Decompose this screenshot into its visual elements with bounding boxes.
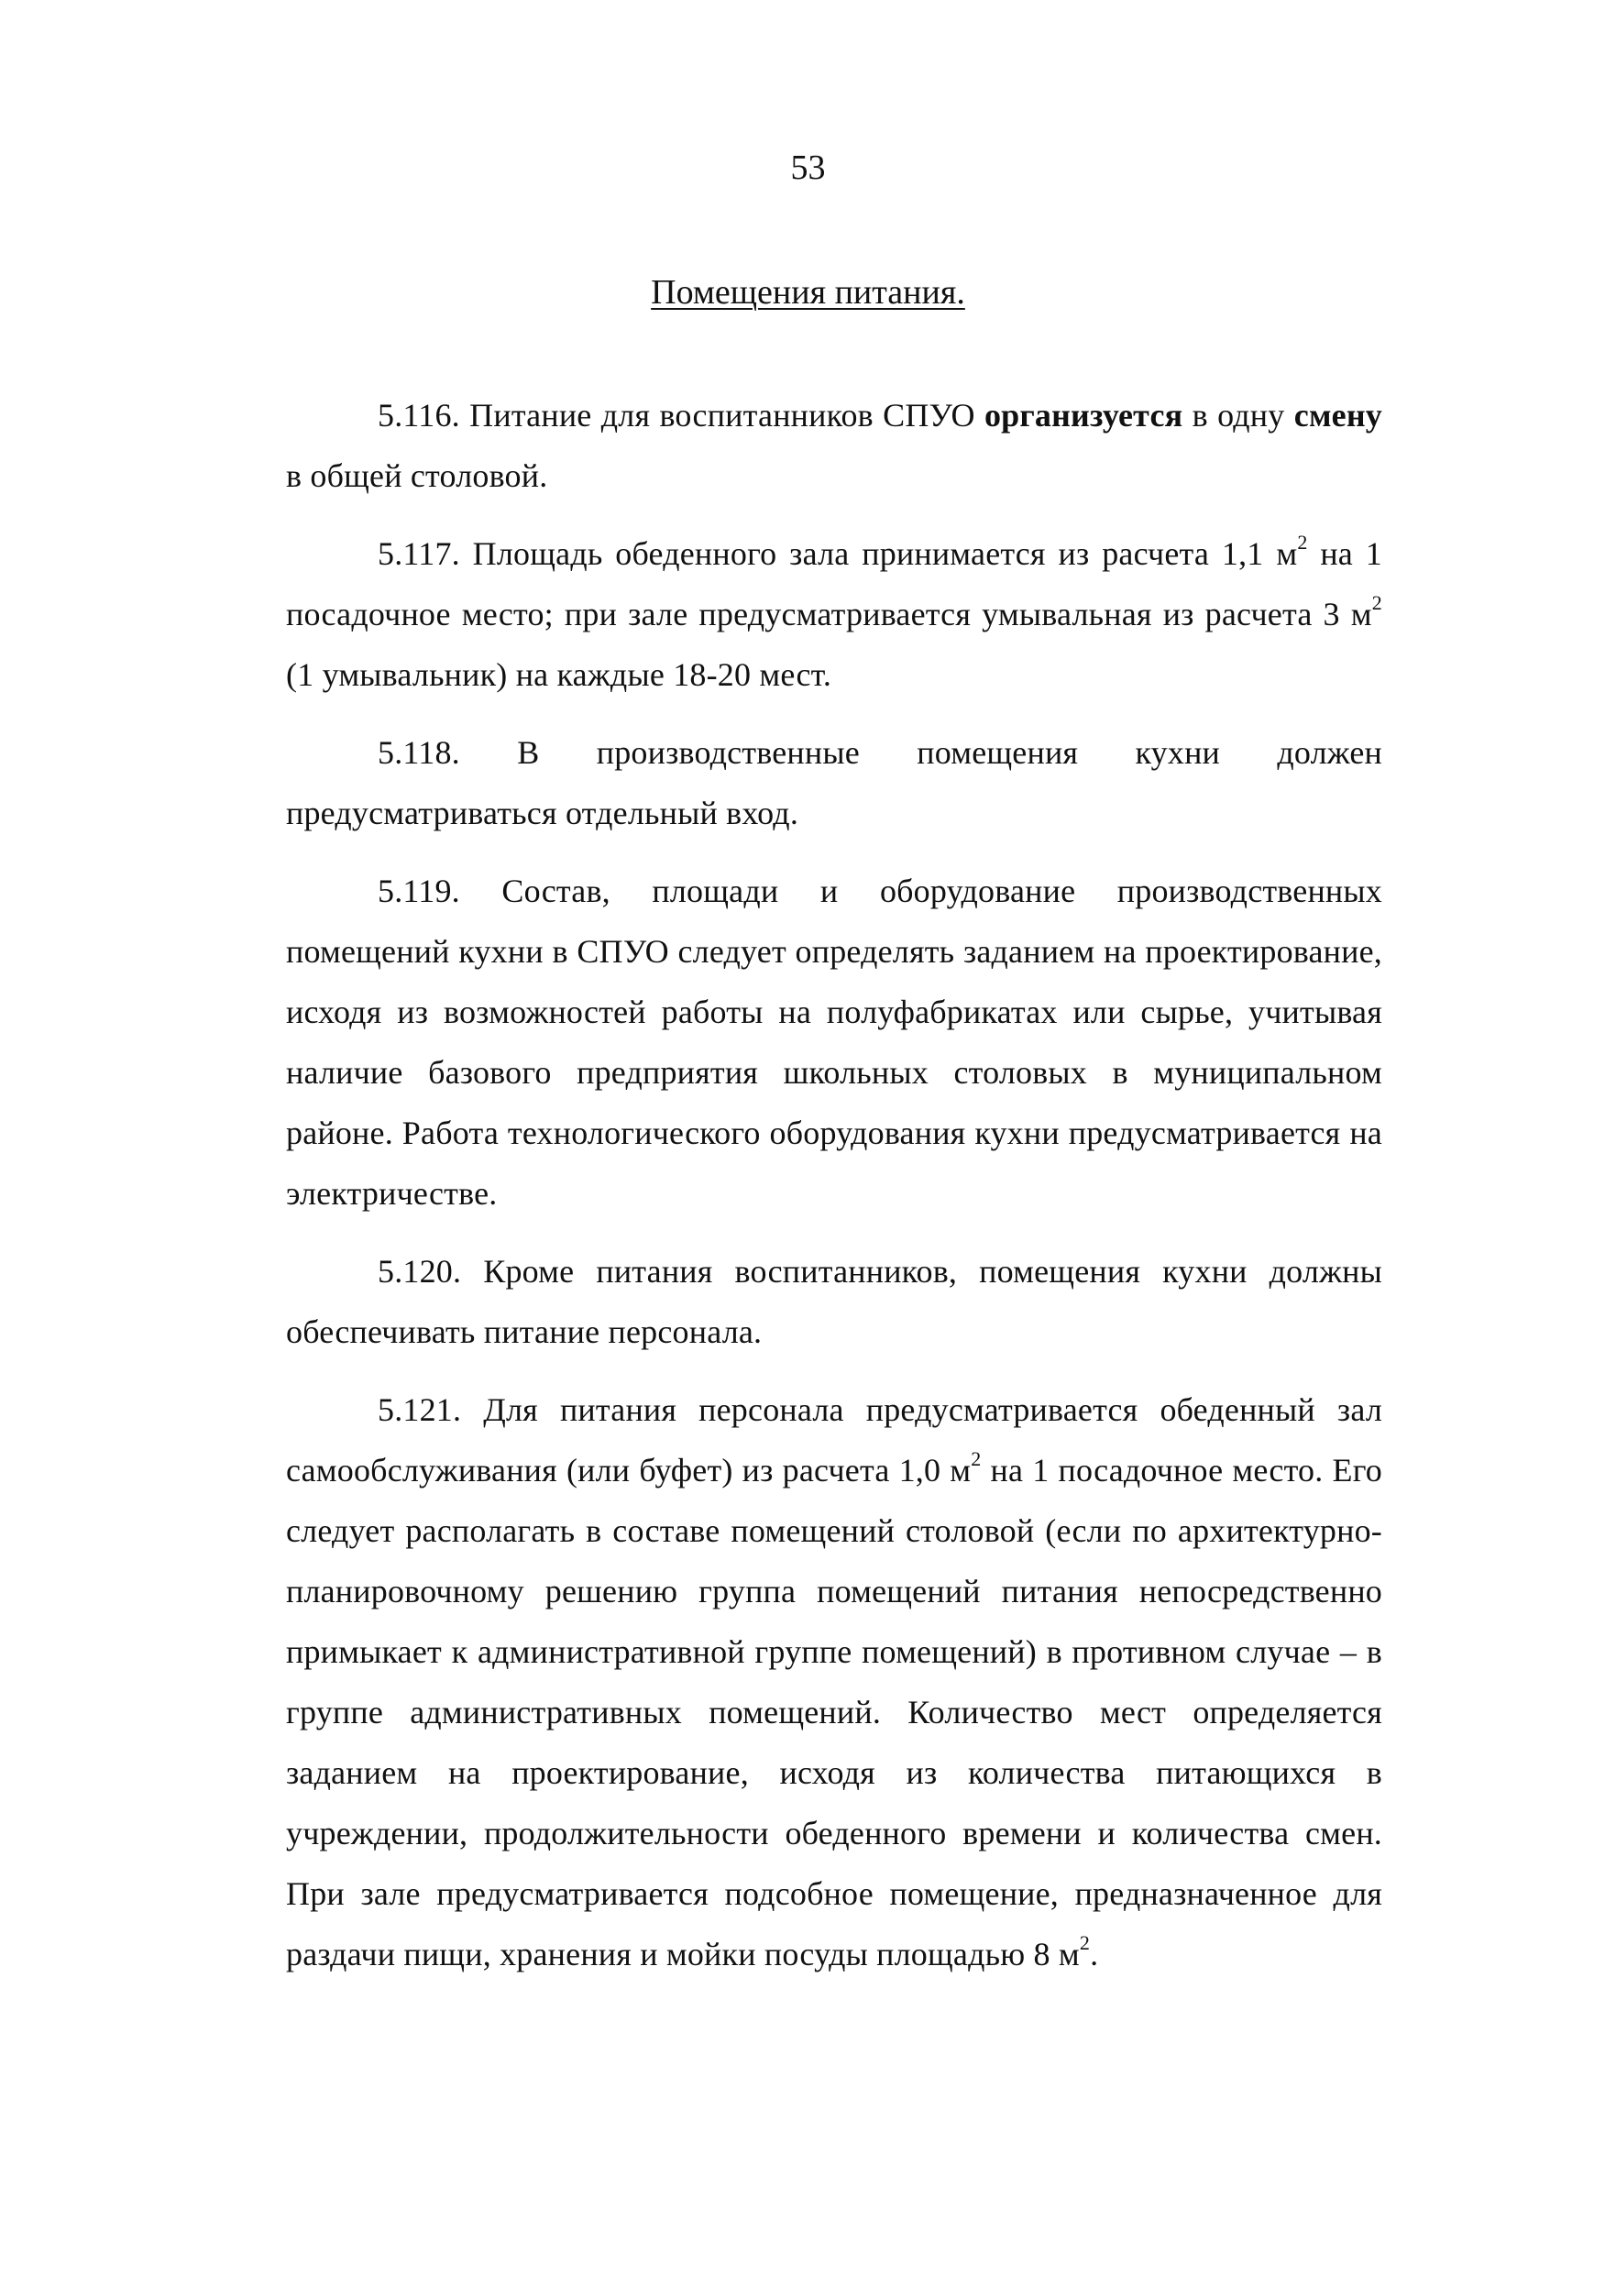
p116-mid: в одну	[1182, 397, 1294, 434]
p121-superscript-1: 2	[971, 1447, 982, 1470]
p121-text-1: 5.121. Для питания персонала предусматривается обеденный зал самообслуживания (или буфет) из расчета 1,0 м	[286, 1391, 1382, 1489]
p116-bold-organizes: организуется	[984, 397, 1183, 434]
document-body	[286, 385, 1382, 1984]
paragraph-5-117	[286, 523, 1382, 705]
p117-text-3: (1 умывальник) на каждые 18-20 мест.	[286, 656, 832, 693]
paragraph-5-121	[286, 1379, 1382, 1984]
section-heading	[0, 271, 1616, 313]
p121-text-3: .	[1090, 1936, 1099, 1972]
p121-text-2: на 1 посадочное место. Его следует располагать в составе помещений столовой (если по архитектурно-планировочному решению группа помещений питания непосредственно примыкает к административной группе помещений) в противном случае – в группе административных помещений. Количество мест определяется заданием на проектирование, исходя из количества питающихся в учреждении, продолжительности обеденного времени и количества смен. При зале предусматривается подсобное помещение, предназначенное для раздачи пищи, хранения и мойки посуды площадью 8 м	[286, 1452, 1382, 1972]
p117-text-2: на 1 посадочное место; при зале предусматривается умывальная из расчета 3 м	[286, 535, 1382, 632]
p116-tail: в общей столовой.	[286, 457, 548, 494]
page-number: 53	[790, 148, 826, 187]
p121-superscript-2: 2	[1079, 1931, 1091, 1954]
p116-bold-shift: смену	[1293, 397, 1382, 434]
p117-text-1: 5.117. Площадь обеденного зала принимается из расчета 1,1 м	[378, 535, 1298, 572]
paragraph-5-120: 5.120. Кроме питания воспитанников, помещения кухни должны обеспечивать питание персонала.	[286, 1253, 1382, 1350]
p117-superscript-2: 2	[1371, 591, 1382, 614]
paragraph-5-116	[286, 385, 1382, 506]
section-heading-text: Помещения питания.	[651, 273, 965, 312]
p117-superscript-1: 2	[1297, 531, 1308, 554]
p116-lead: 5.116. Питание для воспитанников СПУО	[378, 397, 984, 434]
paragraph-5-119: 5.119. Состав, площади и оборудование производственных помещений кухни в СПУО следует определять заданием на проектирование, исходя из возможностей работы на полуфабрикатах или сырье, учитывая наличие базового предприятия школьных столовых в муниципальном районе. Работа технологического оборудования кухни предусматривается на электричестве.	[286, 873, 1382, 1212]
paragraph-5-118: 5.118. В производственные помещения кухни должен предусматриваться отдельный вход.	[286, 734, 1382, 831]
